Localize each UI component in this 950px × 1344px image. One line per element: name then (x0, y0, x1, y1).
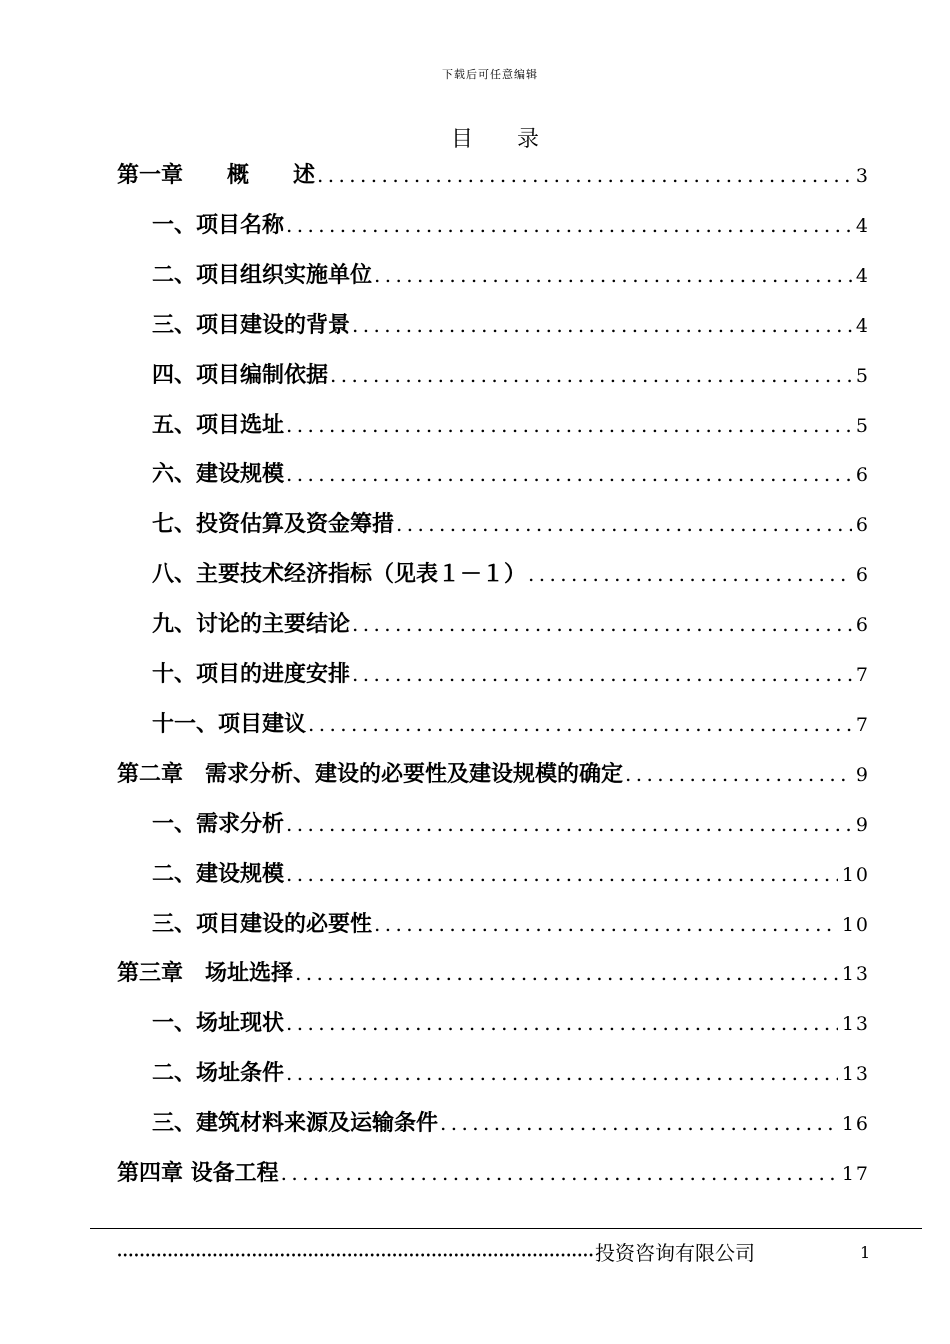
toc-entry-label: 第四章 设备工程 (117, 1160, 279, 1186)
toc-leader-dots (352, 654, 852, 694)
toc-chapter-entry[interactable] (117, 155, 870, 195)
toc-entry-page: 13 (841, 1013, 870, 1036)
toc-entry-page: 7 (855, 713, 870, 736)
toc-section-entry[interactable] (152, 1103, 870, 1143)
toc-leader-dots (374, 904, 838, 944)
toc-section-entry[interactable] (152, 1053, 870, 1093)
toc-entry-page: 10 (841, 913, 870, 936)
toc-leader-dots (281, 1153, 838, 1193)
toc-entry-page: 9 (855, 763, 870, 786)
toc-section-entry[interactable] (152, 854, 870, 894)
toc-chapter-entry[interactable] (117, 953, 870, 993)
toc-leader-dots (396, 504, 852, 544)
toc-leader-dots (317, 155, 852, 195)
toc-section-entry[interactable] (152, 255, 870, 295)
toc-entry-label: 六、建设规模 (152, 461, 285, 488)
toc-section-entry[interactable] (152, 554, 870, 594)
toc-leader-dots (286, 1003, 838, 1043)
footer-page-number: 1 (860, 1243, 871, 1262)
footer-company: 投资咨询有限公司 (595, 1241, 755, 1265)
toc-section-entry[interactable] (152, 355, 870, 395)
toc-leader-dots (352, 305, 852, 345)
toc-leader-dots (286, 854, 838, 894)
toc-entry-page: 5 (855, 414, 870, 437)
toc-entry-page: 3 (855, 165, 870, 187)
toc-entry-page: 9 (855, 813, 870, 836)
toc-chapter-entry[interactable] (117, 1153, 870, 1193)
toc-entry-label: 一、需求分析 (152, 810, 285, 837)
toc-leader-dots (286, 405, 852, 445)
toc-entry-label: 五、项目选址 (152, 411, 285, 438)
footer-divider (90, 1228, 922, 1229)
toc-entry-label: 八、主要技术经济指标（见表１－１） (152, 561, 527, 588)
toc-entry-label: 十、项目的进度安排 (152, 661, 351, 687)
toc-leader-dots (374, 255, 852, 295)
toc-section-entry[interactable] (152, 654, 870, 694)
toc-entry-page: 17 (841, 1163, 870, 1185)
toc-entry-label: 九、讨论的主要结论 (152, 611, 351, 638)
toc-entry-label: 二、项目组织实施单位 (152, 261, 373, 288)
toc-entry-label: 二、场址条件 (152, 1060, 285, 1087)
toc-leader-dots (528, 554, 852, 594)
toc-entry-page: 6 (855, 514, 870, 537)
toc-leader-dots (330, 355, 852, 395)
toc-entry-label: 一、场址现状 (152, 1010, 285, 1037)
toc-entry-label: 三、项目建设的必要性 (152, 910, 373, 937)
toc-entry-page: 5 (855, 364, 870, 387)
toc-section-entry[interactable] (152, 904, 870, 944)
toc-leader-dots (625, 754, 852, 794)
toc-leader-dots (352, 604, 852, 644)
toc-leader-dots (286, 1053, 838, 1093)
toc-entry-page: 4 (855, 214, 870, 237)
toc-leader-dots (295, 953, 838, 993)
toc-entry-page: 13 (841, 963, 870, 986)
toc-entry-page: 7 (855, 664, 870, 686)
toc-title: 目 录 (450, 127, 539, 152)
toc-leader-dots (440, 1103, 838, 1143)
toc-entry-page: 10 (841, 863, 870, 886)
toc-entry-label: 第一章 概 述 (117, 162, 316, 188)
toc-entry-label: 第三章 场址选择 (117, 960, 294, 987)
toc-entry-label: 七、投资估算及资金筹措 (152, 511, 395, 538)
toc-leader-dots (286, 454, 852, 494)
toc-leader-dots (286, 205, 852, 245)
toc-entry-label: 一、项目名称 (152, 211, 285, 238)
toc-section-entry[interactable] (152, 305, 870, 345)
toc-entry-label: 四、项目编制依据 (152, 361, 329, 388)
toc-entry-page: 6 (855, 564, 870, 587)
toc-section-entry[interactable] (152, 704, 870, 744)
toc-section-entry[interactable] (152, 1003, 870, 1043)
toc-entry-page: 6 (855, 614, 870, 637)
toc-entry-page: 4 (855, 314, 870, 337)
toc-entry-page: 16 (841, 1113, 870, 1136)
toc-chapter-entry[interactable] (117, 754, 870, 794)
toc-section-entry[interactable] (152, 504, 870, 544)
toc-entry-page: 6 (855, 464, 870, 487)
toc-entry-label: 二、建设规模 (152, 860, 285, 887)
toc-entry-page: 13 (841, 1063, 870, 1086)
toc-section-entry[interactable] (152, 804, 870, 844)
toc-entry-page: 4 (855, 264, 870, 287)
toc-entry-label: 三、项目建设的背景 (152, 311, 351, 338)
toc-leader-dots (308, 704, 852, 744)
toc-section-entry[interactable] (152, 454, 870, 494)
toc-entry-label: 第二章 需求分析、建设的必要性及建设规模的确定 (117, 760, 624, 787)
toc-leader-dots (286, 804, 852, 844)
footer-leader-dots (117, 1238, 594, 1268)
toc-entry-label: 十一、项目建议 (152, 710, 307, 737)
toc-section-entry[interactable] (152, 604, 870, 644)
header-note: 下载后可任意编辑 (442, 68, 538, 81)
toc-entry-label: 三、建筑材料来源及运输条件 (152, 1110, 439, 1137)
toc-section-entry[interactable] (152, 405, 870, 445)
toc-section-entry[interactable] (152, 205, 870, 245)
